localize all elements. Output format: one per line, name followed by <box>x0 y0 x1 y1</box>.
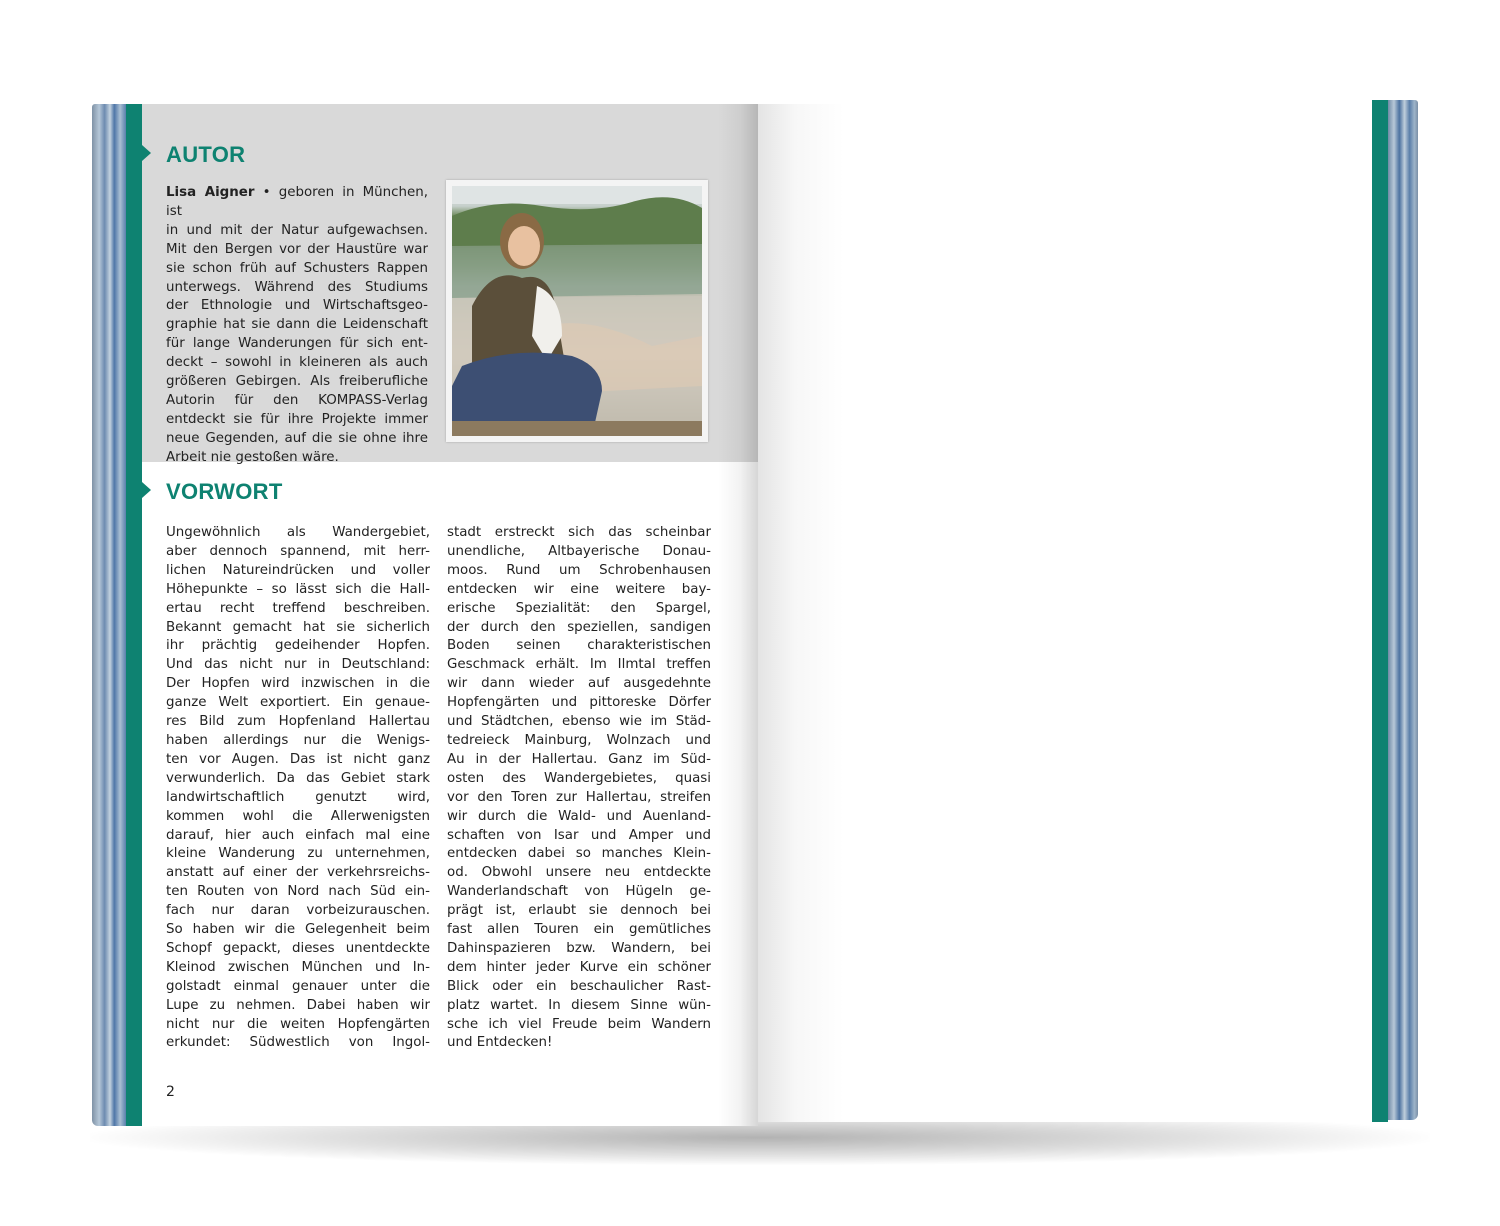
author-bio-line: • geboren in München, ist <box>166 185 428 219</box>
text-line: prägt ist, erlaubt sie dennoch bei <box>447 903 711 919</box>
left-page-block-edges <box>92 104 128 1126</box>
text-line: Und das nicht nur in Deutschland: <box>166 657 430 673</box>
text-line: od. Obwohl unsere neu entdeckte <box>447 865 711 881</box>
author-name: Lisa Aigner <box>166 185 255 200</box>
text-line: haben allerdings nur die Wenigs- <box>166 732 430 748</box>
text-line: ten Routen von Nord nach Süd ein- <box>166 884 430 900</box>
left-page <box>126 104 758 1126</box>
text-line: Boden seinen charakteristischen <box>447 638 711 654</box>
text-line: Schopf gepackt, dieses unentdeckte <box>166 940 430 956</box>
text-line: vor den Toren zur Hallertau, streifen <box>447 789 711 805</box>
text-line: entdeckt sie für ihre Projekte immer <box>166 411 428 427</box>
text-line: Mit den Bergen vor der Haustüre war <box>166 241 428 257</box>
text-line: Autorin für den KOMPASS-Verlag <box>166 392 428 408</box>
text-line: sie schon früh auf Schusters Rappen <box>166 260 428 276</box>
text-line: wir dann wieder auf ausgedehnte <box>447 676 711 692</box>
text-line: der durch den speziellen, sandigen <box>447 619 711 635</box>
text-line: graphie hat sie dann die Leidenschaft <box>166 317 428 333</box>
text-line: der Ethnologie und Wirtschaftsgeo- <box>166 298 428 314</box>
text-line: moos. Rund um Schrobenhausen <box>447 562 711 578</box>
text-line: dem hinter jeder Kurve ein schöner <box>447 959 711 975</box>
text-line: Höhepunkte – so lässt sich die Hall- <box>166 581 430 597</box>
text-line: neue Gegenden, auf die sie ohne ihre <box>166 430 428 446</box>
right-page-block-edges <box>1388 100 1418 1120</box>
text-line: osten des Wandergebietes, quasi <box>447 770 711 786</box>
text-line: in und mit der Natur aufgewachsen. <box>166 222 428 238</box>
text-line: Dahinspazieren bzw. Wandern, bei <box>447 940 711 956</box>
text-line: erkundet: Südwestlich von Ingol- <box>166 1035 430 1051</box>
text-line: sche ich viel Freude beim Wandern <box>447 1016 711 1032</box>
text-line: Kleinod zwischen München und In- <box>166 959 430 975</box>
heading-marker-icon <box>142 482 151 498</box>
text-line: Au in der Hallertau. Ganz im Süd- <box>447 751 711 767</box>
text-line: aber dennoch spannend, mit herr- <box>166 543 430 559</box>
text-line: Bekannt gemacht hat sie sicherlich <box>166 619 430 635</box>
text-line: unendliche, Altbayerische Donau- <box>447 543 711 559</box>
text-line: Geschmack erhält. Im Ilmtal treffen <box>447 657 711 673</box>
text-line: deckt – sowohl in kleineren als auch <box>166 355 428 371</box>
text-line: erische Spezialität: den Spargel, <box>447 600 711 616</box>
text-line: So haben wir die Gelegenheit beim <box>166 922 430 938</box>
text-line: golstadt einmal genauer unter die <box>166 978 430 994</box>
text-line: wir durch die Wald- und Auenland- <box>447 808 711 824</box>
text-line: res Bild zum Hopfenland Hallertau <box>166 714 430 730</box>
text-line: nicht nur die weiten Hopfengärten <box>166 1016 430 1032</box>
text-line: ertau recht treffend beschreiben. <box>166 600 430 616</box>
page-number: 2 <box>166 1084 175 1100</box>
text-line: Hopfengärten und pittoreske Dörfer <box>447 695 711 711</box>
text-line: ihr prächtig gedeihender Hopfen. <box>166 638 430 654</box>
right-accent-bar <box>1372 100 1388 1122</box>
text-line: fach nur daran vorbeizurauschen. <box>166 903 430 919</box>
text-line: tedreieck Mainburg, Wolnzach und <box>447 732 711 748</box>
foreword-column-right <box>447 524 711 1053</box>
author-photo <box>452 186 702 436</box>
heading-marker-icon <box>142 145 151 161</box>
text-line: Der Hopfen wird inzwischen in die <box>166 676 430 692</box>
author-heading: AUTOR <box>166 142 246 167</box>
text-line: ganze Welt exportiert. Ein genaue- <box>166 695 430 711</box>
text-line: Blick oder ein beschaulicher Rast- <box>447 978 711 994</box>
text-line: unterwegs. Während des Studiums <box>166 279 428 295</box>
text-line: schaften von Isar und Amper und <box>447 827 711 843</box>
text-line: Arbeit nie gestoßen wäre. <box>166 449 339 465</box>
author-photo-frame <box>446 180 708 442</box>
accent-sidebar-bar <box>126 104 142 1126</box>
text-line: Ungewöhnlich als Wandergebiet, <box>166 525 430 540</box>
foreword-heading: VORWORT <box>166 479 283 504</box>
text-line: entdecken wir eine weitere bay- <box>447 581 711 597</box>
text-line: lichen Natureindrücken und voller <box>166 562 430 578</box>
text-line: ten vor Augen. Das ist nicht ganz <box>166 751 430 767</box>
text-line: kommen wohl die Allerwenigsten <box>166 808 430 824</box>
text-line: anstatt auf einer der verkehrsreichs- <box>166 865 430 881</box>
author-bio <box>166 184 428 468</box>
text-line: Lupe zu nehmen. Dabei haben wir <box>166 997 430 1013</box>
text-line: fast allen Touren ein gemütliches <box>447 922 711 938</box>
text-line: größeren Gebirgen. Als freiberufliche <box>166 374 428 390</box>
text-line: platz wartet. In diesem Sinne wün- <box>447 997 711 1013</box>
text-line: und Entdecken! <box>447 1035 553 1051</box>
text-line: Wanderlandschaft von Hügeln ge- <box>447 884 711 900</box>
text-line: stadt erstreckt sich das scheinbar <box>447 525 711 540</box>
text-line: verwunderlich. Da das Gebiet stark <box>166 770 430 786</box>
text-line: landwirtschaftlich genutzt wird, <box>166 789 430 805</box>
text-line: entdecken dabei so manches Klein- <box>447 846 711 862</box>
text-line: für lange Wanderungen für sich ent- <box>166 336 428 352</box>
foreword-column-left <box>166 524 430 1053</box>
right-page <box>758 104 1372 1122</box>
text-line: darauf, hier auch einfach mal eine <box>166 827 430 843</box>
text-line: kleine Wanderung zu unternehmen, <box>166 846 430 862</box>
author-portrait-illustration <box>452 186 702 436</box>
text-line: und Städtchen, ebenso wie im Städ- <box>447 714 711 730</box>
